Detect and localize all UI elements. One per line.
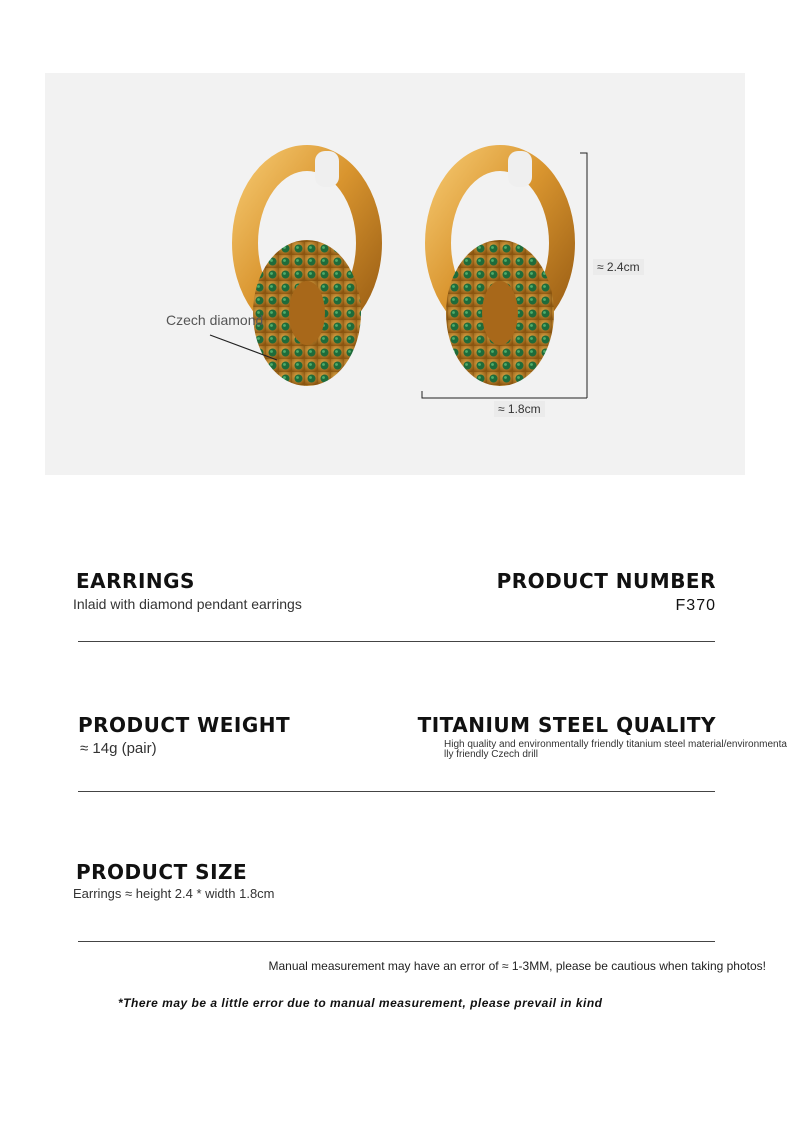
titanium-steel-quality-description: High quality and environmentally friendly titanium steel material/environmentally friendly Czech drill	[444, 739, 787, 760]
right-hoop-gap	[508, 151, 532, 187]
left-pave-ring-hole	[289, 281, 325, 345]
divider-2	[78, 791, 715, 792]
measurement-disclaimer: *There may be a little error due to manual measurement, please prevail in kind	[118, 996, 603, 1010]
height-dimension-label: ≈ 2.4cm	[593, 259, 644, 275]
width-dimension-line	[422, 391, 587, 398]
product-photo	[45, 73, 745, 475]
product-size-value: Earrings ≈ height 2.4 * width 1.8cm	[73, 886, 275, 901]
right-earring	[438, 151, 562, 386]
earrings-description: Inlaid with diamond pendant earrings	[73, 596, 302, 612]
divider-3	[78, 941, 715, 942]
earrings-title: EARRINGS	[76, 569, 195, 593]
width-dimension-label: ≈ 1.8cm	[494, 401, 545, 417]
right-pave-ring-hole	[482, 281, 518, 345]
left-hoop-gap	[315, 151, 339, 187]
height-dimension-line	[580, 153, 587, 398]
left-earring	[245, 151, 369, 386]
product-weight-title: PRODUCT WEIGHT	[78, 713, 291, 737]
product-weight-value: ≈ 14g (pair)	[80, 740, 157, 757]
czech-diamond-callout: Czech diamond	[166, 312, 264, 328]
divider-1	[78, 641, 715, 642]
product-number-value: F370	[675, 597, 716, 614]
product-number-title: PRODUCT NUMBER	[496, 569, 716, 593]
measurement-note: Manual measurement may have an error of ≈ 1-3MM, please be cautious when taking photos!	[268, 959, 766, 973]
titanium-steel-quality-title: TITANIUM STEEL QUALITY	[417, 713, 716, 737]
product-size-title: PRODUCT SIZE	[76, 860, 248, 884]
